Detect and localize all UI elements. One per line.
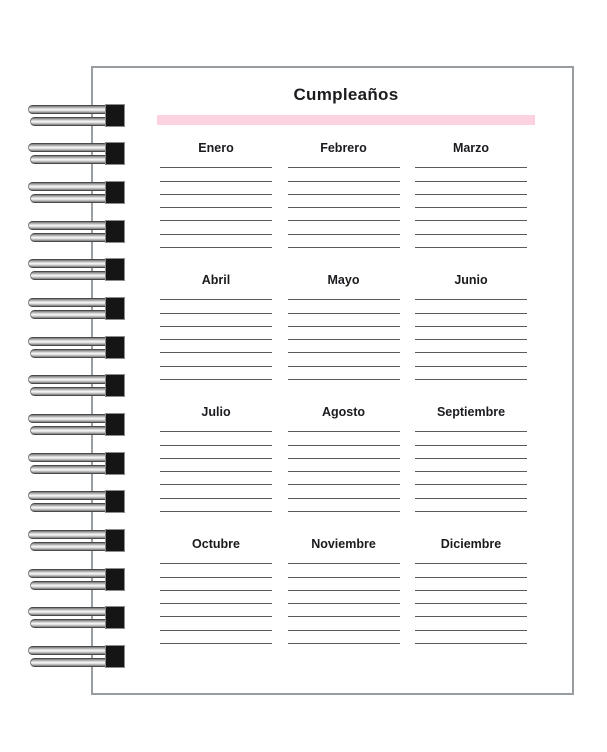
month-block-diciembre	[415, 538, 527, 644]
ruled-line	[160, 591, 272, 604]
ring-wire-top-icon	[28, 143, 116, 152]
ruled-line	[288, 551, 400, 564]
ruled-line	[160, 340, 272, 353]
month-label: Noviembre	[311, 537, 376, 551]
month-label: Marzo	[452, 141, 490, 155]
ruled-line	[288, 367, 400, 380]
ring-wire-bottom-icon	[30, 117, 117, 126]
ruled-lines	[160, 155, 272, 248]
ruled-line	[415, 459, 527, 472]
ruled-line	[415, 195, 527, 208]
ring-hole-icon	[105, 529, 125, 552]
notebook-page	[91, 66, 574, 695]
ruled-line	[288, 419, 400, 432]
month-label: Abril	[201, 273, 231, 287]
ruled-lines	[160, 419, 272, 512]
ruled-line	[288, 235, 400, 248]
ruled-line	[415, 551, 527, 564]
ring-wire-bottom-icon	[30, 542, 117, 551]
ruled-lines	[415, 551, 527, 644]
ruled-line	[288, 617, 400, 630]
ruled-line	[415, 208, 527, 221]
ring-hole-icon	[105, 220, 125, 243]
ruled-line	[160, 499, 272, 512]
ring-hole-icon	[105, 258, 125, 281]
ring-hole-icon	[105, 374, 125, 397]
spiral-ring	[28, 452, 125, 476]
ruled-lines	[288, 551, 400, 644]
ruled-line	[160, 578, 272, 591]
ruled-line	[288, 591, 400, 604]
ring-wire-top-icon	[28, 453, 116, 462]
ring-hole-icon	[105, 336, 125, 359]
ring-wire-top-icon	[28, 298, 116, 307]
ring-wire-bottom-icon	[30, 658, 117, 667]
month-block-abril	[160, 274, 272, 380]
ruled-line	[288, 459, 400, 472]
month-label: Octubre	[192, 537, 240, 551]
month-block-agosto	[288, 406, 400, 512]
ruled-line	[160, 287, 272, 300]
spiral-ring	[28, 374, 125, 398]
ring-wire-top-icon	[28, 607, 116, 616]
ring-hole-icon	[105, 452, 125, 475]
ring-wire-bottom-icon	[30, 387, 117, 396]
ruled-line	[160, 208, 272, 221]
spiral-ring	[28, 297, 125, 321]
spiral-ring	[28, 142, 125, 166]
ruled-line	[160, 168, 272, 181]
ring-wire-top-icon	[28, 337, 116, 346]
ruled-line	[288, 221, 400, 234]
ruled-line	[288, 195, 400, 208]
ruled-line	[415, 578, 527, 591]
ring-wire-bottom-icon	[30, 465, 117, 474]
ruled-line	[160, 604, 272, 617]
month-block-enero	[160, 142, 272, 248]
ruled-line	[415, 604, 527, 617]
ruled-line	[160, 432, 272, 445]
ruled-line	[288, 432, 400, 445]
ring-wire-top-icon	[28, 414, 116, 423]
ruled-line	[288, 578, 400, 591]
ruled-line	[288, 485, 400, 498]
months-grid	[160, 142, 527, 644]
ruled-lines	[415, 287, 527, 380]
ruled-line	[415, 446, 527, 459]
ring-hole-icon	[105, 297, 125, 320]
ruled-line	[415, 182, 527, 195]
ring-wire-bottom-icon	[30, 581, 117, 590]
ruled-lines	[160, 287, 272, 380]
month-block-septiembre	[415, 406, 527, 512]
ruled-line	[288, 168, 400, 181]
ruled-line	[415, 340, 527, 353]
ruled-line	[160, 367, 272, 380]
ruled-line	[415, 617, 527, 630]
page-title: Cumpleaños	[293, 85, 399, 104]
ruled-line	[160, 155, 272, 168]
ruled-line	[415, 432, 527, 445]
ruled-lines	[160, 551, 272, 644]
ring-hole-icon	[105, 413, 125, 436]
ring-wire-bottom-icon	[30, 155, 117, 164]
ring-hole-icon	[105, 142, 125, 165]
ring-hole-icon	[105, 181, 125, 204]
ruled-line	[160, 195, 272, 208]
spiral-ring	[28, 490, 125, 514]
ring-wire-bottom-icon	[30, 426, 117, 435]
ring-hole-icon	[105, 645, 125, 668]
ring-hole-icon	[105, 568, 125, 591]
pink-accent-bar	[157, 115, 535, 125]
ruled-line	[288, 208, 400, 221]
spiral-ring	[28, 104, 125, 128]
ring-wire-top-icon	[28, 259, 116, 268]
ruled-line	[415, 591, 527, 604]
ruled-line	[288, 446, 400, 459]
month-block-junio	[415, 274, 527, 380]
ring-wire-bottom-icon	[30, 194, 117, 203]
month-block-julio	[160, 406, 272, 512]
ruled-line	[288, 340, 400, 353]
month-block-mayo	[288, 274, 400, 380]
ruled-line	[415, 221, 527, 234]
ring-wire-top-icon	[28, 646, 116, 655]
ruled-line	[160, 631, 272, 644]
ruled-line	[415, 155, 527, 168]
ruled-line	[160, 485, 272, 498]
month-block-octubre	[160, 538, 272, 644]
ring-wire-top-icon	[28, 105, 116, 114]
ruled-line	[415, 564, 527, 577]
ruled-line	[415, 327, 527, 340]
ruled-line	[288, 353, 400, 366]
ruled-line	[160, 419, 272, 432]
ruled-line	[160, 327, 272, 340]
spiral-ring	[28, 568, 125, 592]
ruled-lines	[288, 419, 400, 512]
spiral-ring	[28, 258, 125, 282]
ruled-line	[415, 472, 527, 485]
ruled-line	[415, 367, 527, 380]
ruled-line	[288, 472, 400, 485]
ruled-line	[415, 300, 527, 313]
month-block-noviembre	[288, 538, 400, 644]
ruled-line	[415, 631, 527, 644]
month-label: Enero	[198, 141, 234, 155]
ruled-line	[160, 564, 272, 577]
month-block-febrero	[288, 142, 400, 248]
ring-wire-bottom-icon	[30, 271, 117, 280]
ruled-line	[288, 182, 400, 195]
ring-wire-top-icon	[28, 221, 116, 230]
ruled-lines	[415, 155, 527, 248]
ruled-line	[415, 419, 527, 432]
ring-wire-top-icon	[28, 375, 116, 384]
ring-wire-top-icon	[28, 491, 116, 500]
ruled-line	[160, 446, 272, 459]
ruled-line	[415, 287, 527, 300]
ring-hole-icon	[105, 606, 125, 629]
ring-wire-top-icon	[28, 182, 116, 191]
ruled-line	[288, 604, 400, 617]
spiral-ring	[28, 645, 125, 669]
ring-wire-bottom-icon	[30, 349, 117, 358]
ruled-line	[160, 459, 272, 472]
ring-wire-bottom-icon	[30, 619, 117, 628]
month-label: Mayo	[327, 273, 360, 287]
ruled-line	[160, 235, 272, 248]
spiral-ring	[28, 413, 125, 437]
spiral-ring	[28, 181, 125, 205]
month-label: Julio	[201, 405, 231, 419]
month-label: Septiembre	[436, 405, 506, 419]
ring-wire-bottom-icon	[30, 503, 117, 512]
ruled-line	[415, 499, 527, 512]
ring-wire-top-icon	[28, 530, 116, 539]
ruled-line	[160, 182, 272, 195]
ruled-lines	[288, 287, 400, 380]
ruled-line	[415, 353, 527, 366]
ruled-line	[415, 314, 527, 327]
spiral-ring	[28, 529, 125, 553]
ruled-line	[415, 168, 527, 181]
ruled-line	[160, 314, 272, 327]
ruled-line	[288, 314, 400, 327]
ruled-line	[288, 287, 400, 300]
ruled-line	[160, 221, 272, 234]
ruled-line	[288, 564, 400, 577]
ruled-line	[288, 300, 400, 313]
ruled-line	[160, 617, 272, 630]
ruled-line	[288, 631, 400, 644]
ruled-line	[415, 235, 527, 248]
ruled-line	[160, 472, 272, 485]
ruled-line	[288, 499, 400, 512]
ring-hole-icon	[105, 104, 125, 127]
spiral-ring	[28, 336, 125, 360]
ruled-lines	[288, 155, 400, 248]
month-block-marzo	[415, 142, 527, 248]
spiral-ring	[28, 220, 125, 244]
month-label: Agosto	[321, 405, 366, 419]
ruled-line	[288, 155, 400, 168]
ruled-line	[160, 551, 272, 564]
ruled-line	[160, 300, 272, 313]
ruled-line	[160, 353, 272, 366]
ring-wire-bottom-icon	[30, 233, 117, 242]
ring-wire-top-icon	[28, 569, 116, 578]
ruled-line	[288, 327, 400, 340]
ruled-line	[415, 485, 527, 498]
spiral-ring	[28, 606, 125, 630]
ring-wire-bottom-icon	[30, 310, 117, 319]
ring-hole-icon	[105, 490, 125, 513]
month-label: Febrero	[320, 141, 367, 155]
month-label: Diciembre	[440, 537, 502, 551]
ruled-lines	[415, 419, 527, 512]
month-label: Junio	[454, 273, 488, 287]
